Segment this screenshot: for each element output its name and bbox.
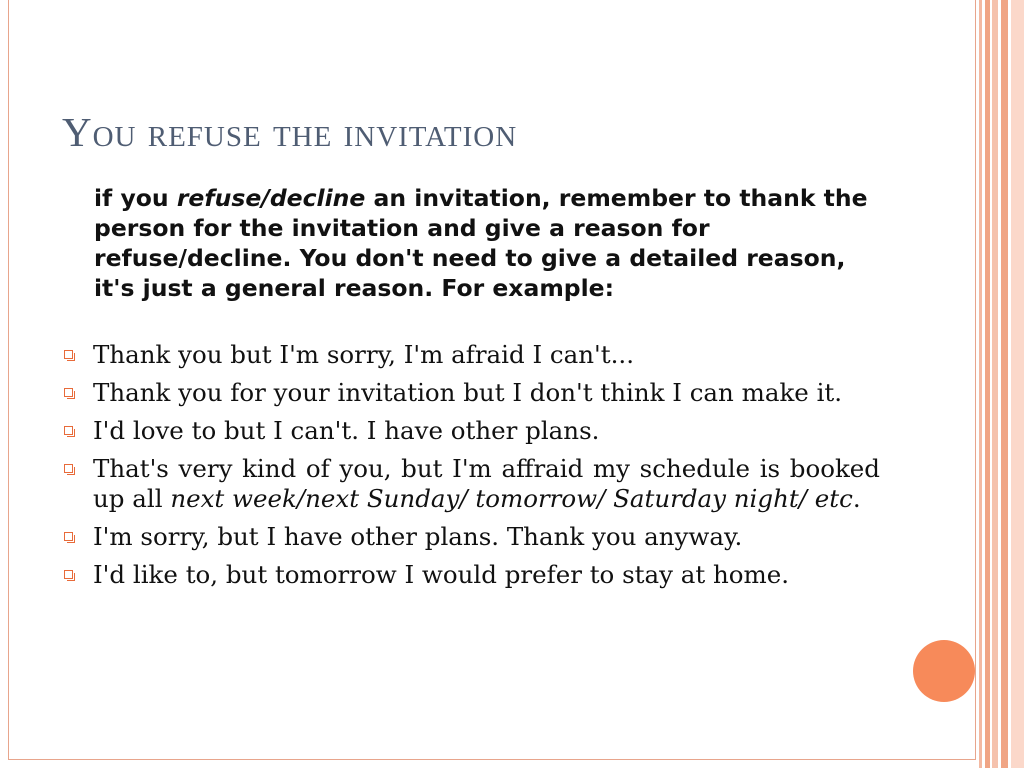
square-bullet-icon [64, 426, 73, 435]
square-bullet-icon [64, 570, 73, 579]
square-bullet-icon [64, 464, 73, 473]
list-item [60, 416, 880, 446]
item-text: I'd love to but I can't. I have other plans. [93, 416, 600, 445]
list-item [60, 454, 880, 514]
item-text: . [852, 484, 861, 513]
decor-stripe [992, 0, 998, 768]
intro-paragraph [94, 183, 884, 303]
decor-stripe [1011, 0, 1024, 768]
item-text: I'd like to, but tomorrow I would prefer to stay at home. [93, 560, 790, 589]
intro-text: an invitation, remember to thank the person for the invitation and give a reason for refuse/decline. You don't need to give a detailed reason, it's just a general reason. For example: [94, 184, 868, 302]
list-item [60, 378, 880, 408]
item-text: Thank you but I'm sorry, I'm afraid I can't... [93, 340, 634, 369]
intro-text: if you [94, 184, 177, 212]
square-bullet-icon [64, 350, 73, 359]
list-item [60, 340, 880, 370]
decor-circle [913, 640, 975, 702]
list-item [60, 560, 880, 590]
square-bullet-icon [64, 532, 73, 541]
item-emphasis: next week/next Sunday/ tomorrow/ Saturday night/ etc [170, 484, 853, 513]
slide-title: You refuse the invitation [62, 109, 518, 155]
square-bullet-icon [64, 388, 73, 397]
decor-stripe [985, 0, 990, 768]
item-text: Thank you for your invitation but I don't think I can make it. [93, 378, 843, 407]
decor-stripe [979, 0, 982, 768]
decor-stripe [1001, 0, 1008, 768]
intro-emphasis: refuse/decline [176, 184, 366, 212]
item-text: That's very kind of you, but I'm affraid my schedule is booked up all [93, 454, 880, 513]
phrase-list [60, 340, 880, 598]
list-item [60, 522, 880, 552]
item-text: I'm sorry, but I have other plans. Thank you anyway. [93, 522, 743, 551]
